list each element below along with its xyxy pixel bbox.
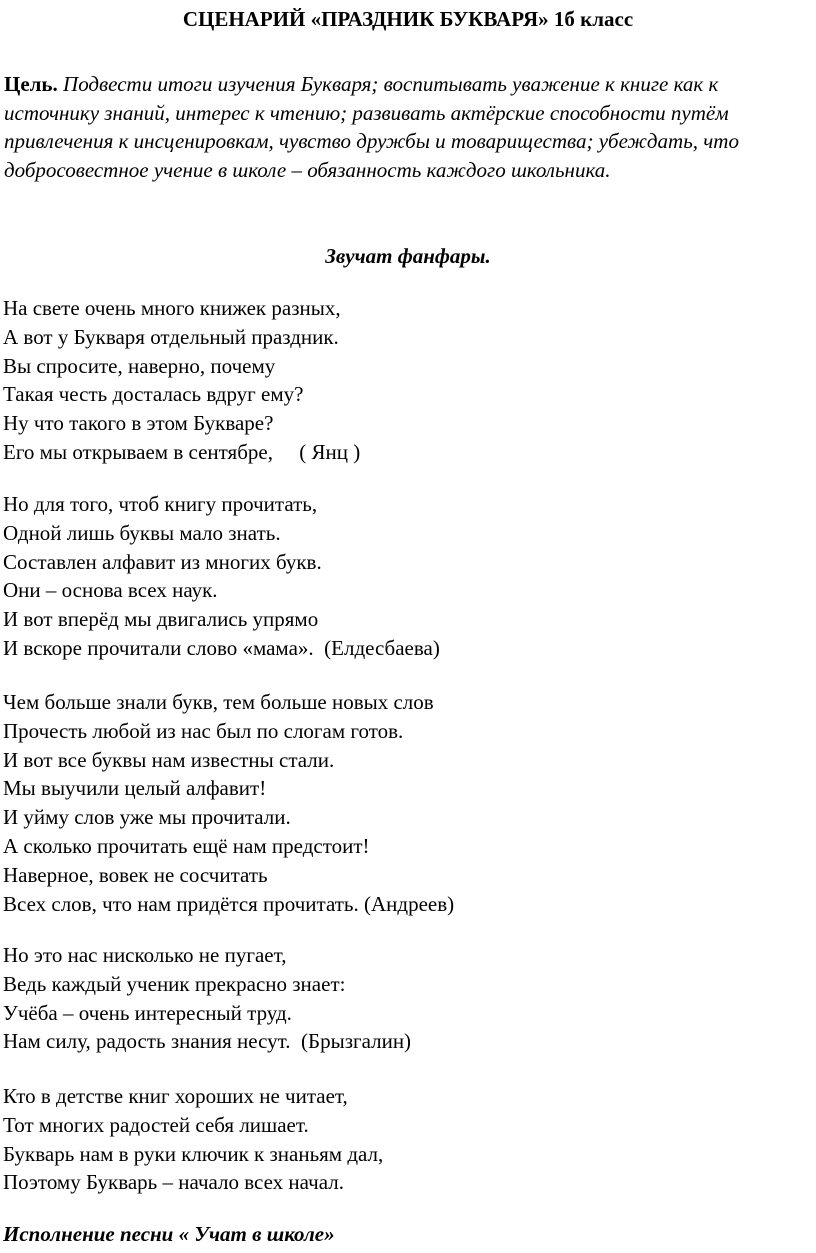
- stanza-2: [3, 490, 803, 663]
- verse-line: И вот вперёд мы двигались упрямо: [3, 607, 319, 632]
- stage-direction: Звучат фанфары.: [325, 244, 491, 268]
- goal-text: Подвести итоги изучения Букваря; воспитывать уважение к книге как к источнику знаний, интерес к чтению; развивать актёрские способности путём привлечения к инсценировкам, чувство дружбы и товарищества; убеждать, что добросовестное учение в школе – обязанность каждого школьника.: [4, 72, 739, 182]
- verse-line: Чем больше знали букв, тем больше новых слов: [3, 690, 434, 714]
- verse-line: Составлен алфавит из многих букв.: [3, 549, 322, 574]
- verse-line: Наверное, вовек не сосчитать: [3, 862, 268, 887]
- verse-line: Такая честь досталась вдруг ему?: [3, 382, 304, 407]
- goal-paragraph: [4, 70, 804, 184]
- stanza-3: [3, 688, 803, 918]
- stanza-4: [3, 941, 803, 1056]
- verse-line: Тот многих радостей себя лишает.: [3, 1112, 309, 1137]
- verse-line: Ну что такого в этом Букваре?: [3, 411, 274, 436]
- verse-line: И уйму слов уже мы прочитали.: [3, 805, 291, 830]
- verse-line: Кто в детстве книг хороших не читает,: [3, 1084, 348, 1108]
- verse-line: Прочесть любой из нас был по слогам готов.: [3, 718, 404, 743]
- verse-line: Всех слов, что нам придётся прочитать. (Андреев): [3, 891, 455, 916]
- verse-line: Нам силу, радость знания несут. (Брызгалин): [3, 1029, 412, 1054]
- verse-line: Одной лишь буквы мало знать.: [3, 520, 281, 545]
- verse-line: Ведь каждый ученик прекрасно знает:: [3, 971, 346, 996]
- goal-label: Цель.: [4, 72, 58, 96]
- verse-line: Его мы открываем в сентябре, ( Янц ): [3, 439, 361, 464]
- verse-line: А сколько прочитать ещё нам предстоит!: [3, 833, 370, 858]
- verse-line: Но это нас нисколько не пугает,: [3, 943, 287, 967]
- verse-line: Вы спросите, наверно, почему: [3, 353, 276, 378]
- verse-line: А вот у Букваря отдельный праздник.: [3, 324, 339, 349]
- verse-line: Учёба – очень интересный труд.: [3, 1000, 292, 1025]
- stanza-1: [3, 294, 803, 467]
- song-heading: Исполнение песни « Учат в школе»: [3, 1222, 335, 1246]
- page-title: СЦЕНАРИЙ «ПРАЗДНИК БУКВАРЯ» 1б класс: [182, 7, 634, 31]
- verse-line: Поэтому Букварь – начало всех начал.: [3, 1170, 344, 1195]
- verse-line: И вскоре прочитали слово «мама». (Елдесбаева): [3, 635, 440, 660]
- verse-line: Мы выучили целый алфавит!: [3, 776, 267, 801]
- verse-line: Но для того, чтоб книгу прочитать,: [3, 492, 318, 516]
- verse-line: И вот все буквы нам известны стали.: [3, 747, 335, 772]
- stanza-5: [3, 1082, 803, 1197]
- verse-line: На свете очень много книжек разных,: [3, 296, 341, 320]
- verse-line: Букварь нам в руки ключик к знаньям дал,: [3, 1141, 384, 1166]
- verse-line: Они – основа всех наук.: [3, 578, 218, 603]
